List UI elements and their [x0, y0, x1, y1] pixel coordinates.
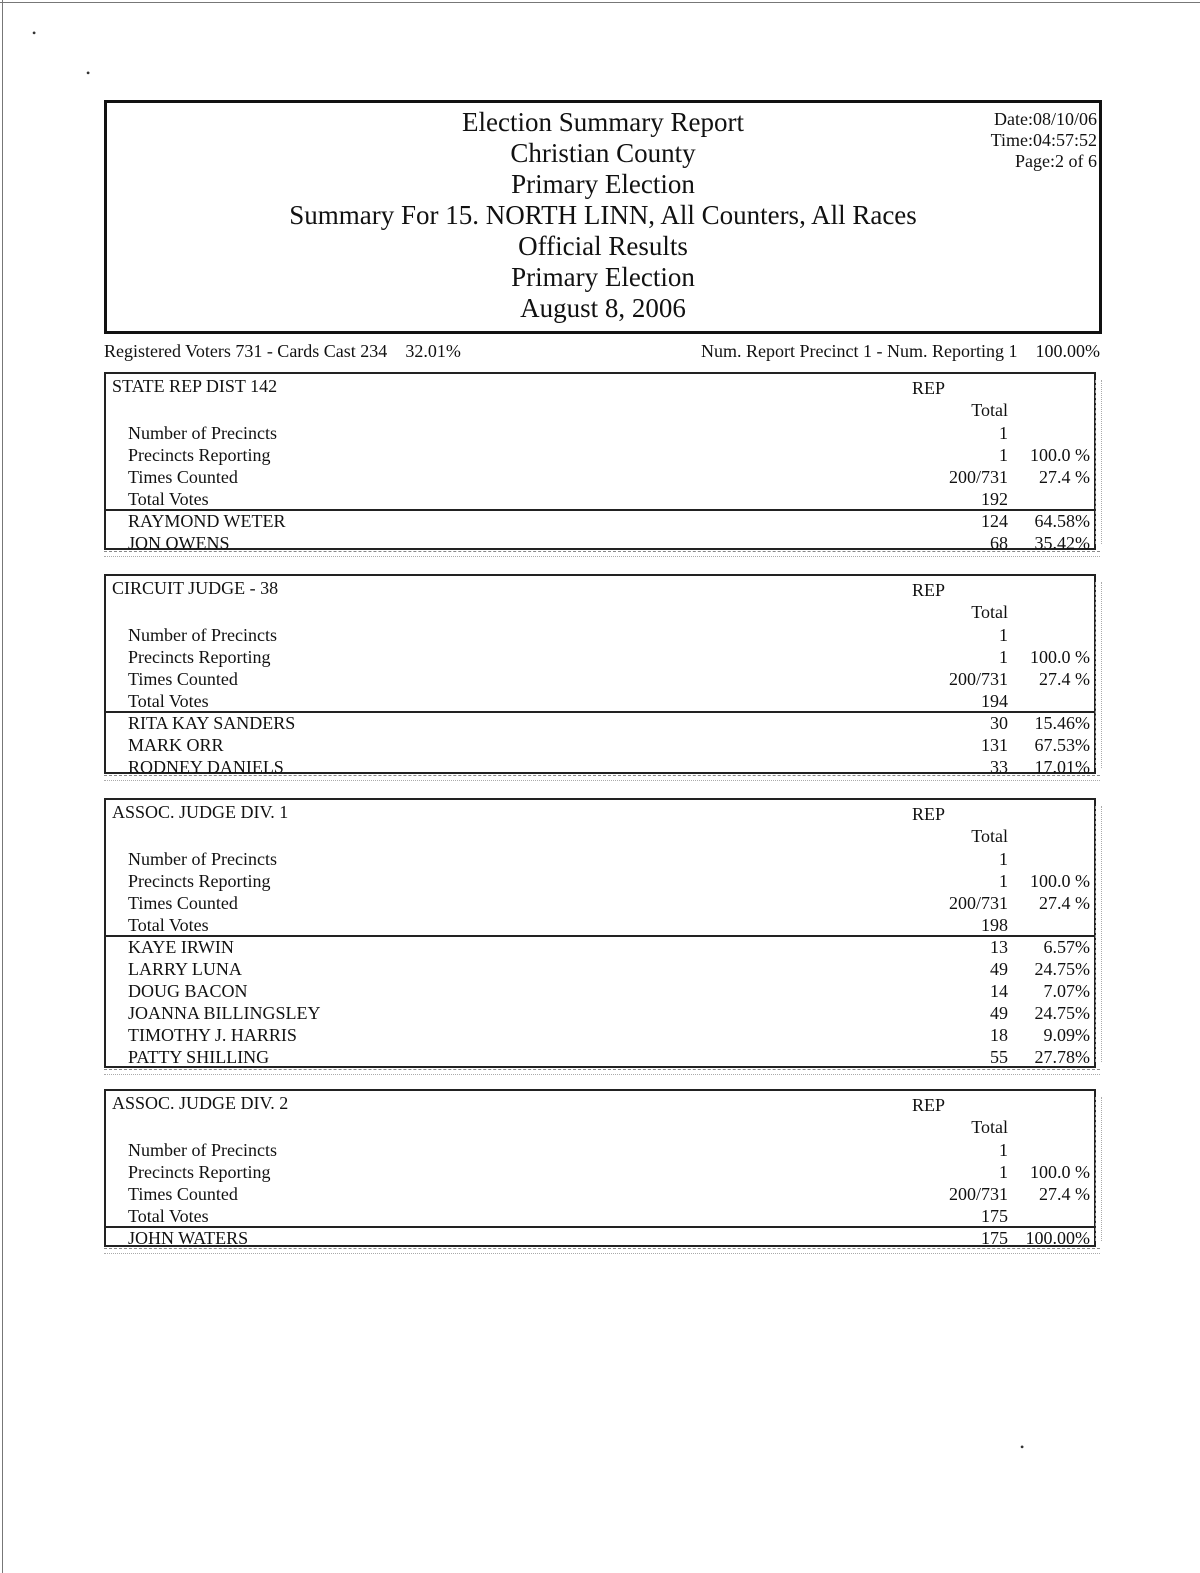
race-section	[104, 574, 1096, 777]
precincts-reporting-percent: 100.00%	[1035, 341, 1100, 361]
scan-speck: •	[86, 66, 91, 80]
candidate-name: PATTY SHILLING	[128, 1047, 270, 1067]
turnout-summary	[104, 341, 1100, 363]
stat-percent: 100.0 %	[1030, 871, 1090, 891]
stat-label: Precincts Reporting	[128, 871, 271, 891]
candidate-name: MARK ORR	[128, 735, 224, 755]
scan-edge-artifact	[1095, 380, 1102, 544]
total-column-header: Total	[971, 602, 1008, 622]
candidate-row	[106, 712, 1094, 734]
report-meta	[991, 109, 1097, 172]
precinct-summary: Summary For 15. NORTH LINN, All Counters, All Races	[289, 200, 917, 230]
candidate-votes: 18	[990, 1025, 1008, 1045]
stat-label: Times Counted	[128, 1184, 238, 1204]
stat-row	[106, 444, 1094, 466]
candidate-name: RITA KAY SANDERS	[128, 713, 296, 733]
turnout-right	[701, 341, 1100, 362]
candidate-percent: 24.75%	[1034, 1003, 1090, 1023]
candidate-votes: 68	[990, 533, 1008, 553]
candidate-votes: 49	[990, 1003, 1008, 1023]
candidate-row	[106, 1002, 1094, 1024]
scan-edge-artifact	[1095, 1097, 1102, 1241]
race-section	[104, 798, 1096, 1068]
candidate-votes: 124	[981, 511, 1008, 531]
candidate-row	[106, 980, 1094, 1002]
stat-label: Number of Precincts	[128, 849, 277, 869]
stat-label: Total Votes	[128, 691, 209, 711]
county-name: Christian County	[510, 138, 696, 168]
scan-edge-artifact	[1095, 582, 1102, 768]
candidate-percent: 9.09%	[1043, 1025, 1090, 1045]
candidate-percent: 67.53%	[1034, 735, 1090, 755]
candidate-name: TIMOTHY J. HARRIS	[128, 1025, 297, 1045]
report-header	[104, 100, 1102, 334]
stat-row	[106, 1161, 1094, 1183]
stat-label: Number of Precincts	[128, 625, 277, 645]
race-section	[104, 372, 1096, 553]
scan-edge-left	[2, 0, 3, 1573]
stat-value: 1	[999, 1162, 1008, 1182]
stat-value: 1	[999, 647, 1008, 667]
report-date: Date:08/10/06	[994, 109, 1097, 129]
stat-value: 194	[981, 691, 1008, 711]
stat-label: Number of Precincts	[128, 423, 277, 443]
candidate-percent: 27.78%	[1034, 1047, 1090, 1067]
stat-row	[106, 914, 1094, 936]
stat-value: 200/731	[948, 669, 1008, 689]
stat-label: Precincts Reporting	[128, 647, 271, 667]
stat-value: 200/731	[948, 1184, 1008, 1204]
candidate-row	[106, 532, 1094, 554]
candidate-name: JON OWENS	[128, 533, 230, 553]
candidate-percent: 35.42%	[1034, 533, 1090, 553]
candidate-row	[106, 510, 1094, 532]
candidate-name: LARRY LUNA	[128, 959, 242, 979]
stat-row	[106, 668, 1094, 690]
scan-speck: •	[1020, 1440, 1025, 1454]
stat-percent: 27.4 %	[1039, 893, 1090, 913]
candidate-row	[106, 756, 1094, 778]
stat-row	[106, 624, 1094, 646]
stat-percent: 100.0 %	[1030, 445, 1090, 465]
stat-row	[106, 422, 1094, 444]
stat-percent: 27.4 %	[1039, 669, 1090, 689]
stat-percent: 100.0 %	[1030, 647, 1090, 667]
candidate-name: DOUG BACON	[128, 981, 248, 1001]
stat-label: Total Votes	[128, 1206, 209, 1226]
report-title: Election Summary Report	[462, 107, 744, 137]
stat-value: 1	[999, 1140, 1008, 1160]
report-page: Page:2 of 6	[1015, 151, 1097, 171]
candidate-percent: 7.07%	[1043, 981, 1090, 1001]
race-section	[104, 1089, 1096, 1247]
stat-row	[106, 466, 1094, 488]
stat-row	[106, 1183, 1094, 1205]
stat-value: 198	[981, 915, 1008, 935]
election-type-repeat: Primary Election	[511, 262, 695, 292]
candidate-row	[106, 734, 1094, 756]
turnout-percent: 32.01%	[405, 341, 461, 361]
stat-percent: 27.4 %	[1039, 467, 1090, 487]
stat-value: 1	[999, 849, 1008, 869]
stat-label: Number of Precincts	[128, 1140, 277, 1160]
race-title: ASSOC. JUDGE DIV. 1	[112, 802, 289, 822]
stat-label: Total Votes	[128, 915, 209, 935]
race-party: REP	[912, 1095, 946, 1115]
candidate-name: RODNEY DANIELS	[128, 757, 284, 777]
total-column-header: Total	[971, 826, 1008, 846]
candidate-percent: 15.46%	[1034, 713, 1090, 733]
stat-row	[106, 1205, 1094, 1227]
stat-percent: 27.4 %	[1039, 1184, 1090, 1204]
stat-value: 1	[999, 423, 1008, 443]
stat-label: Total Votes	[128, 489, 209, 509]
candidate-votes: 13	[990, 937, 1008, 957]
turnout-left	[104, 341, 461, 362]
stat-row	[106, 848, 1094, 870]
stat-label: Precincts Reporting	[128, 1162, 271, 1182]
results-status: Official Results	[518, 231, 688, 261]
stat-value: 200/731	[948, 893, 1008, 913]
registered-voters: Registered Voters 731 - Cards Cast 234	[104, 341, 388, 361]
race-party: REP	[912, 580, 946, 600]
scan-speck: •	[32, 26, 37, 40]
stat-value: 1	[999, 871, 1008, 891]
candidate-votes: 14	[990, 981, 1008, 1001]
candidate-name: KAYE IRWIN	[128, 937, 234, 957]
election-type: Primary Election	[511, 169, 695, 199]
candidate-votes: 131	[981, 735, 1008, 755]
stat-percent: 100.0 %	[1030, 1162, 1090, 1182]
precincts-reporting: Num. Report Precinct 1 - Num. Reporting 1	[701, 341, 1018, 361]
candidate-percent: 64.58%	[1034, 511, 1090, 531]
stat-row	[106, 488, 1094, 510]
stat-value: 192	[981, 489, 1008, 509]
election-date: August 8, 2006	[520, 293, 686, 323]
stat-label: Times Counted	[128, 467, 238, 487]
candidate-name: JOANNA BILLINGSLEY	[128, 1003, 321, 1023]
candidate-percent: 24.75%	[1034, 959, 1090, 979]
candidate-row	[106, 958, 1094, 980]
report-title-block	[107, 107, 1099, 324]
candidate-name: RAYMOND WETER	[128, 511, 286, 531]
stat-row	[106, 690, 1094, 712]
candidate-votes: 175	[981, 1228, 1008, 1248]
candidate-percent: 17.01%	[1034, 757, 1090, 777]
candidate-row	[106, 1046, 1094, 1068]
stat-value: 175	[981, 1206, 1008, 1226]
stat-value: 1	[999, 445, 1008, 465]
candidate-percent: 100.00%	[1025, 1228, 1090, 1248]
race-party: REP	[912, 804, 946, 824]
stat-value: 1	[999, 625, 1008, 645]
stat-row	[106, 1139, 1094, 1161]
candidate-votes: 55	[990, 1047, 1008, 1067]
stat-label: Precincts Reporting	[128, 445, 271, 465]
candidate-votes: 33	[990, 757, 1008, 777]
candidate-percent: 6.57%	[1043, 937, 1090, 957]
candidate-row	[106, 936, 1094, 958]
stat-row	[106, 646, 1094, 668]
report-time: Time:04:57:52	[990, 130, 1097, 150]
race-title: CIRCUIT JUDGE - 38	[112, 578, 279, 598]
stat-value: 200/731	[948, 467, 1008, 487]
race-title: STATE REP DIST 142	[112, 376, 278, 396]
stat-label: Times Counted	[128, 893, 238, 913]
race-title: ASSOC. JUDGE DIV. 2	[112, 1093, 289, 1113]
total-column-header: Total	[971, 1117, 1008, 1137]
stat-row	[106, 870, 1094, 892]
stat-row	[106, 892, 1094, 914]
candidate-name: JOHN WATERS	[128, 1228, 249, 1248]
stat-label: Times Counted	[128, 669, 238, 689]
scan-edge-artifact	[1095, 806, 1102, 1062]
scan-edge-top	[0, 2, 1200, 3]
candidate-row	[106, 1227, 1094, 1249]
candidate-votes: 30	[990, 713, 1008, 733]
candidate-row	[106, 1024, 1094, 1046]
total-column-header: Total	[971, 400, 1008, 420]
race-party: REP	[912, 378, 946, 398]
candidate-votes: 49	[990, 959, 1008, 979]
